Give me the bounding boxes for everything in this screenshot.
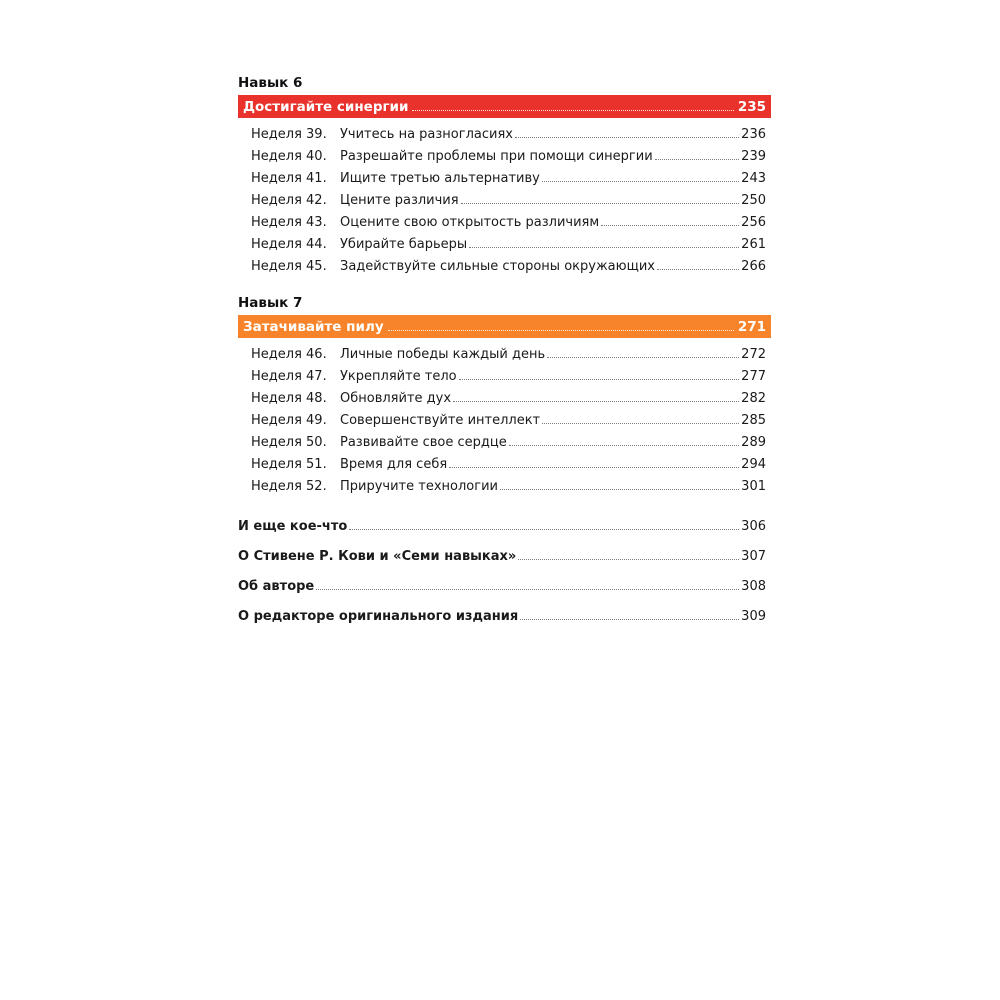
toc-entry[interactable] [238, 230, 771, 252]
skill7-label: Навык 7 [238, 295, 303, 311]
back-matter-list [238, 514, 771, 624]
leader-dots [515, 137, 739, 138]
extra-title: О редакторе оригинального издания [238, 609, 519, 624]
entry-week: Неделя 43. [251, 215, 327, 230]
entry-title: Разрешайте проблемы при помощи синергии [340, 149, 653, 164]
entry-week: Неделя 40. [251, 149, 327, 164]
entry-title: Совершенствуйте интеллект [340, 413, 541, 428]
toc-entry[interactable] [238, 428, 771, 450]
leader-dots [453, 401, 739, 402]
leader-dots [500, 489, 739, 490]
entry-page: 266 [741, 259, 766, 274]
entry-week: Неделя 49. [251, 413, 327, 428]
toc-entry[interactable] [238, 208, 771, 230]
skill7-banner-title: Затачивайте пилу [243, 318, 384, 335]
skill7-banner-page: 271 [737, 318, 766, 335]
entry-page: 272 [741, 347, 766, 362]
entry-title: Обновляйте дух [340, 391, 452, 406]
leader-dots [449, 467, 739, 468]
entry-title: Время для себя [340, 457, 448, 472]
entry-page: 239 [741, 149, 766, 164]
extra-page: 308 [741, 579, 766, 594]
extra-title: И еще кое-что [238, 519, 348, 534]
leader-dots [388, 330, 734, 331]
extra-page: 306 [741, 519, 766, 534]
toc-entry[interactable] [238, 120, 771, 142]
entry-page: 236 [741, 127, 766, 142]
entry-week: Неделя 44. [251, 237, 327, 252]
entry-week: Неделя 47. [251, 369, 327, 384]
skill6-banner-page: 235 [737, 98, 766, 115]
entry-title: Приручите технологии [340, 479, 498, 494]
toc-extra-entry[interactable] [238, 604, 771, 624]
entry-page: 243 [741, 171, 766, 186]
leader-dots [601, 225, 739, 226]
entry-page: 289 [741, 435, 766, 450]
leader-dots [412, 110, 733, 111]
leader-dots [469, 247, 739, 248]
extra-page: 307 [741, 549, 766, 564]
entry-week: Неделя 51. [251, 457, 327, 472]
leader-dots [655, 159, 740, 160]
leader-dots [657, 269, 739, 270]
entry-title: Укрепляйте тело [340, 369, 457, 384]
leader-dots [349, 529, 739, 530]
entry-week: Неделя 48. [251, 391, 327, 406]
toc-entry[interactable] [238, 142, 771, 164]
toc-entry[interactable] [238, 340, 771, 362]
entry-page: 285 [741, 413, 766, 428]
entry-week: Неделя 45. [251, 259, 327, 274]
entry-title: Оцените свою открытость различиям [340, 215, 600, 230]
entry-page: 282 [741, 391, 766, 406]
leader-dots [520, 619, 739, 620]
extra-title: Об авторе [238, 579, 315, 594]
table-of-contents [238, 70, 771, 634]
toc-entry[interactable] [238, 186, 771, 208]
entry-title: Личные победы каждый день [340, 347, 546, 362]
skill7-entry-list [238, 340, 771, 494]
entry-title: Развивайте свое сердце [340, 435, 507, 450]
entry-title: Цените различия [340, 193, 459, 208]
skill7-banner[interactable] [238, 315, 771, 338]
entry-page: 250 [741, 193, 766, 208]
entry-week: Неделя 41. [251, 171, 327, 186]
leader-dots [509, 445, 739, 446]
entry-title: Задействуйте сильные стороны окружающих [340, 259, 655, 274]
extra-page: 309 [741, 609, 766, 624]
entry-title: Учитесь на разногласиях [340, 127, 513, 142]
toc-entry[interactable] [238, 252, 771, 274]
extra-title: О Стивене Р. Кови и «Семи навыках» [238, 549, 517, 564]
skill6-banner[interactable] [238, 95, 771, 118]
entry-page: 277 [741, 369, 766, 384]
toc-entry[interactable] [238, 164, 771, 186]
skill6-banner-title: Достигайте синергии [243, 98, 409, 115]
toc-extra-entry[interactable] [238, 544, 771, 564]
toc-extra-entry[interactable] [238, 574, 771, 594]
toc-entry[interactable] [238, 450, 771, 472]
entry-week: Неделя 50. [251, 435, 327, 450]
entry-week: Неделя 42. [251, 193, 327, 208]
leader-dots [459, 379, 740, 380]
leader-dots [547, 357, 739, 358]
skill6-entry-list [238, 120, 771, 274]
entry-week: Неделя 39. [251, 127, 327, 142]
entry-week: Неделя 46. [251, 347, 327, 362]
leader-dots [542, 423, 739, 424]
toc-entry[interactable] [238, 406, 771, 428]
leader-dots [316, 589, 739, 590]
entry-page: 301 [741, 479, 766, 494]
entry-title: Убирайте барьеры [340, 237, 468, 252]
toc-entry[interactable] [238, 384, 771, 406]
entry-week: Неделя 52. [251, 479, 327, 494]
toc-entry[interactable] [238, 362, 771, 384]
toc-extra-entry[interactable] [238, 514, 771, 534]
entry-page: 256 [741, 215, 766, 230]
entry-page: 294 [741, 457, 766, 472]
leader-dots [461, 203, 740, 204]
leader-dots [542, 181, 739, 182]
skill6-label: Навык 6 [238, 75, 303, 91]
entry-title: Ищите третью альтернативу [340, 171, 540, 186]
toc-entry[interactable] [238, 472, 771, 494]
leader-dots [518, 559, 739, 560]
entry-page: 261 [741, 237, 766, 252]
